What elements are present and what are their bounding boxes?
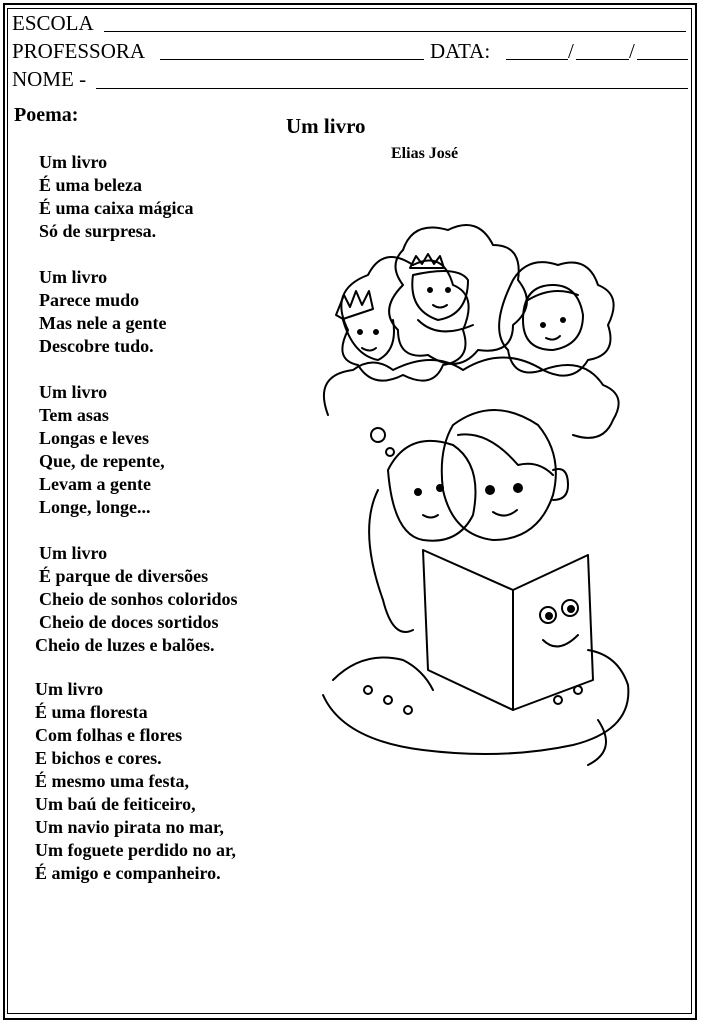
poem-line: Tem asas (39, 405, 109, 425)
date-month-field[interactable] (576, 59, 629, 60)
date-year-field[interactable] (637, 59, 688, 60)
poem-line: É uma caixa mágica (39, 198, 194, 218)
stanza-1 (39, 151, 194, 243)
stanza-5 (35, 678, 236, 885)
poem-line: É parque de diversões (39, 566, 209, 586)
poem-line: Um baú de feiticeiro, (35, 794, 196, 814)
date-separator: / (629, 39, 635, 63)
boy (442, 410, 568, 540)
poem-line: E bichos e cores. (35, 748, 162, 768)
school-label: ESCOLA (12, 11, 94, 35)
poem-line: Parece mudo (39, 290, 140, 310)
poem-line: É uma floresta (35, 702, 148, 722)
poem-line: Longe, longe... (39, 497, 151, 517)
poem-line: Que, de repente, (39, 451, 165, 471)
poem-line: Com folhas e flores (35, 725, 183, 745)
section-label: Poema: (14, 104, 79, 126)
stanza-4 (35, 542, 238, 657)
poem-line: Um livro (39, 152, 108, 172)
poem-line: Cheio de doces sortidos (39, 612, 219, 632)
poem-line: É amigo e companheiro. (35, 863, 221, 883)
date-separator: / (568, 39, 574, 63)
poem-line: Um foguete perdido no ar, (35, 840, 236, 860)
poem-line: Um livro (39, 382, 108, 402)
name-field[interactable] (96, 88, 688, 89)
poem-line: Cheio de sonhos coloridos (39, 589, 238, 609)
school-field[interactable] (104, 31, 686, 32)
poem-line: Cheio de luzes e balões. (35, 635, 215, 655)
stanza-3 (39, 381, 165, 519)
book-icon (423, 550, 593, 710)
name-label: NOME - (12, 67, 87, 91)
poem-line: Levam a gente (39, 474, 151, 494)
date-label: DATA: (430, 39, 491, 63)
poem-line: É mesmo uma festa, (35, 771, 189, 791)
poem-line: Um livro (35, 679, 104, 699)
poem-line: Só de surpresa. (39, 221, 157, 241)
king-face (336, 291, 394, 360)
poem-title: Um livro (286, 114, 366, 138)
dress-skirt (323, 650, 628, 765)
children-reading-book-illustration (318, 220, 648, 775)
child-face (523, 285, 583, 350)
date-day-field[interactable] (506, 59, 568, 60)
poem-author: Elias José (391, 145, 459, 162)
stanza-2 (39, 266, 166, 358)
poem-line: Longas e leves (39, 428, 149, 448)
teacher-field[interactable] (160, 59, 424, 60)
poem-line: Mas nele a gente (39, 313, 167, 333)
poem-line: É uma beleza (39, 175, 142, 195)
poem-line: Descobre tudo. (39, 336, 154, 356)
teacher-label: PROFESSORA (12, 39, 146, 63)
girl (369, 441, 475, 632)
poem-line: Um livro (39, 267, 108, 287)
poem-line: Um livro (39, 543, 108, 563)
poem-line: Um navio pirata no mar, (35, 817, 224, 837)
